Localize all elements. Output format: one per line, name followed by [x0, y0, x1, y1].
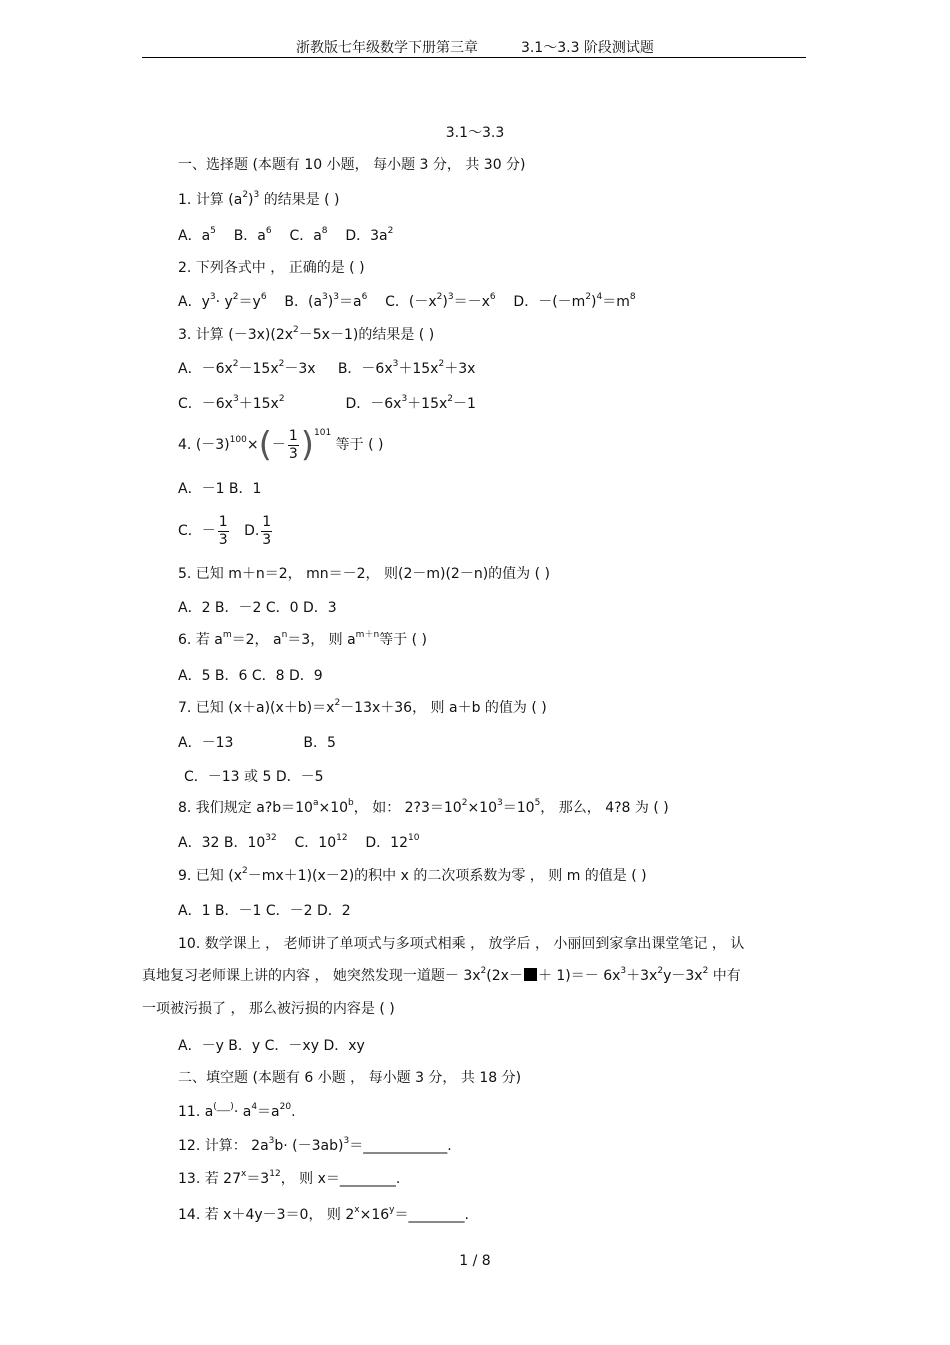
- page-number: 1 / 8: [459, 1253, 491, 1269]
- question-10-options: A．－y B．y C．－xy D．xy: [178, 1038, 365, 1054]
- question-4-options-ab: A．－1 B．1: [178, 481, 262, 497]
- question-4: 4. $(-3)^{100}\times(-$ $\frac{1}{3}$ )$^{101}$ 等于 ( ): [178, 425, 384, 465]
- question-4-options-cd: C．－ $\frac{1}{3}$ D. $\frac{1}{3}$: [178, 513, 272, 548]
- header-title: 浙教版七年级数学下册第三章: [296, 40, 479, 56]
- page-header: [0, 37, 950, 57]
- question-3-options-cd: C．$-6x^3+15x^2$ D．$-6x^3+15x^2-1$: [178, 394, 476, 412]
- question-10-line-2: 真地复习老师课上讲的内容 ， 她突然发现一道题－ $3x^2(2x- + 1)=- 6x^3+3x^2y-3x^2$ 中有: [142, 966, 741, 984]
- question-9: 9. 已知 $(x^2-mx+1)(x-2)$的积中 x 的二次项系数为零 ， 则 m 的值是 ( ): [178, 866, 647, 884]
- question-7-options-cd: C．－13 或 5 D．－5: [184, 769, 324, 785]
- question-1: 1. 计算 $(a^2)^3$ 的结果是 ( ): [178, 190, 340, 208]
- question-8: 8. 我们规定 $a?b=10^a\times 10^b$， 如： $2?3=10^2\times 10^3=10^5$， 那么， 4?8 为 ( ): [178, 798, 669, 816]
- question-6-options: A．5 B．6 C．8 D．9: [178, 668, 323, 684]
- section-1-heading: 一、选择题 (本题有 10 小题， 每小题 3 分， 共 30 分): [178, 157, 526, 173]
- question-7: 7. 已知 $(x+a)(x+b)=x^2-13x+36$， 则 a＋b 的值为 ( ): [178, 698, 547, 716]
- question-12: 12. 计算： $2a^3b\cdot$ $(-3ab)^3=\_\_\_\_\_\_\_\_\_\_\_\_$.: [178, 1136, 452, 1154]
- smudged-term: [524, 968, 537, 981]
- question-14: 14. 若 x＋4y－3＝0， 则 $2^x\times 16^y=\_\_\_\_\_\_\_\_$.: [178, 1205, 469, 1223]
- question-2-options: A．$y^3\cdot y^2=y^6$ B．$(a^3)^3=a^6$ C．$(-x^2)^3=-x^6$ D．$-(-m^2)^4=m^8$: [178, 292, 636, 310]
- right-paren: ): [300, 425, 315, 465]
- fraction: $\frac{1}{3}$: [288, 427, 298, 462]
- question-5-options: A．2 B．－2 C．0 D．3: [178, 600, 337, 616]
- question-9-options: A．1 B．－1 C．－2 D．2: [178, 903, 351, 919]
- question-5: 5. 已知 m＋n＝2， mn＝－2， 则(2－m)(2－n)的值为 ( ): [178, 566, 550, 582]
- header-rule: [142, 57, 806, 58]
- question-11: 11. $a^{(\_\_\_)}\cdot a^4=a^{20}$.: [178, 1102, 296, 1120]
- question-2: 2. 下列各式中 ， 正确的是 ( ): [178, 260, 365, 276]
- question-6: 6. 若 $a^m=2$， $a^n=3$， 则 $a^{m+n}$等于 ( ): [178, 630, 427, 648]
- doc-title: 3.1～3.3: [445, 125, 505, 141]
- question-8-options: A．32 B．$10^{32}$ C．$10^{12}$ D．$12^{10}$: [178, 833, 420, 851]
- section-2-heading: 二、填空题 (本题有 6 小题 ， 每小题 3 分， 共 18 分): [178, 1070, 522, 1086]
- question-7-options-ab: A．－13 B．5: [178, 735, 336, 751]
- header-subtitle: 3.1～3.3 阶段测试题: [520, 40, 654, 56]
- question-10-line-1: 10. 数学课上 ， 老师讲了单项式与多项式相乘 ， 放学后 ， 小丽回到家拿出课堂笔记 ， 认: [178, 936, 745, 952]
- left-paren: (: [258, 425, 272, 465]
- question-3: 3. 计算 $(-3x)(2x^2-5x-1)$的结果是 ( ): [178, 325, 435, 343]
- question-13: 13. 若 $27^x=3^{12}$， 则 x＝________.: [178, 1169, 401, 1187]
- question-3-options-ab: A．$-6x^2-15x^2-3x$ B．$-6x^3+15x^2+3x$: [178, 359, 476, 377]
- question-10-line-3: 一项被污损了 ， 那么被污损的内容是 ( ): [142, 1001, 395, 1017]
- question-1-options: A．$a^5$ B．$a^6$ C．$a^8$ D．$3a^2$: [178, 226, 394, 244]
